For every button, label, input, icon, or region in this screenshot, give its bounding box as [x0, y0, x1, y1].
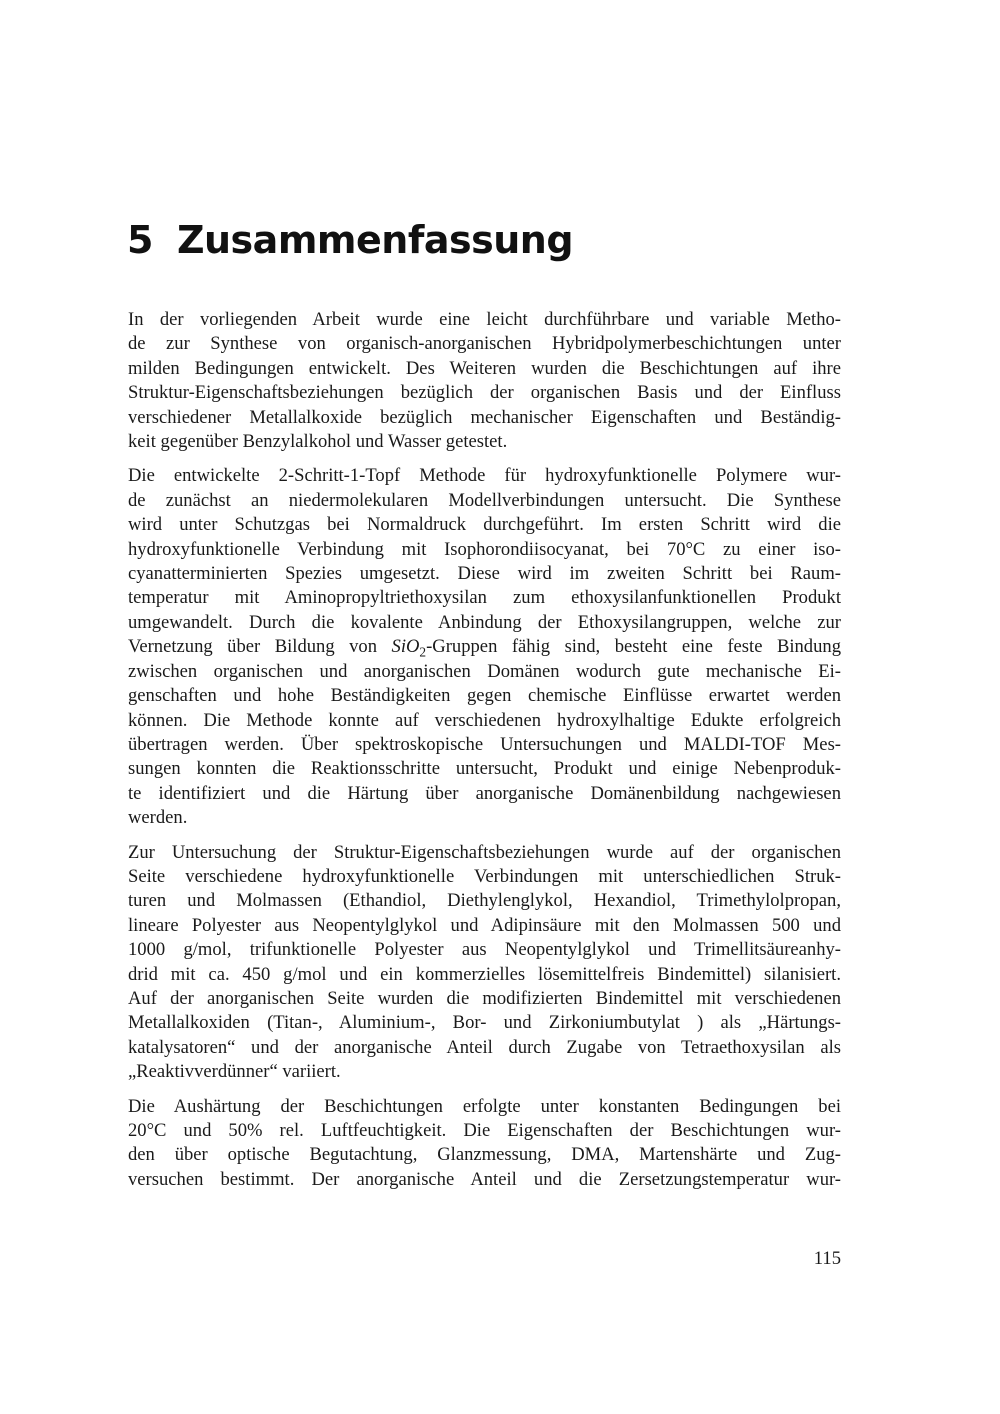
text-line: cyanatterminierten Spezies umgesetzt. Diese wird im zweiten Schritt bei Raum-	[128, 563, 841, 585]
paragraph-3	[128, 841, 841, 1085]
text-line: lineare Polyester aus Neopentylglykol und Adipinsäure mit den Molmassen 500 und	[128, 914, 841, 936]
paragraph-4	[128, 1095, 841, 1193]
text-line: drid mit ca. 450 g/mol und ein kommerzielles lösemittelfreis Bindemittel) silanisiert.	[128, 963, 841, 985]
text-line: 1000 g/mol, trifunktionelle Polyester aus Neopentylglykol und Trimellitsäureanhy-	[128, 939, 841, 961]
chapter-title: Zusammenfassung	[176, 218, 574, 262]
paragraph-2	[128, 464, 841, 830]
text-line: Die entwickelte 2-Schritt-1-Topf Methode für hydroxyfunktionelle Polymere wur-	[128, 465, 841, 487]
text-line: den über optische Begutachtung, Glanzmessung, DMA, Martenshärte und Zug-	[128, 1144, 841, 1166]
text-line: umgewandelt. Durch die kovalente Anbindung der Ethoxysilangruppen, welche zur	[128, 611, 841, 633]
text-line: Seite verschiedene hydroxyfunktionelle Verbindungen mit unterschiedlichen Struk-	[128, 865, 841, 887]
text-line: Auf der anorganischen Seite wurden die modifizierten Bindemittel mit verschiedenen	[128, 987, 841, 1009]
text-line: „Reaktivverdünner“ variiert.	[128, 1061, 341, 1083]
text-line: wird unter Schutzgas bei Normaldruck durchgeführt. Im ersten Schritt wird die	[128, 514, 841, 536]
text-line: Struktur-Eigenschaftsbeziehungen bezüglich der organischen Basis und der Einfluss	[128, 382, 841, 404]
text-line: de zur Synthese von organisch-anorganischen Hybridpolymerbeschichtungen unter	[128, 333, 841, 355]
text-line: temperatur mit Aminopropyltriethoxysilan zum ethoxysilanfunktionellen Produkt	[128, 587, 841, 609]
sio2-formula	[391, 636, 427, 660]
formula-line-after: -Gruppen fähig sind, besteht eine feste Bindung	[426, 636, 841, 658]
text-line: Die Aushärtung der Beschichtungen erfolgte unter konstanten Bedingungen bei	[128, 1095, 841, 1117]
text-line: hydroxyfunktionelle Verbindung mit Isophorondiisocyanat, bei 70°C zu einer iso-	[128, 538, 841, 560]
text-line: 20°C und 50% rel. Luftfeuchtigkeit. Die Eigenschaften der Beschichtungen wur-	[128, 1120, 841, 1141]
chapter-heading	[127, 212, 847, 268]
formula-line-before: Vernetzung über Bildung von	[128, 636, 392, 658]
text-line: verschiedener Metallalkoxide bezüglich mechanischer Eigenschaften und Beständig-	[128, 406, 841, 428]
text-line: te identifiziert und die Härtung über anorganische Domänenbildung nachgewiesen	[128, 782, 841, 804]
paragraph-1	[128, 308, 841, 454]
text-line: keit gegenüber Benzylalkohol und Wasser getestet.	[128, 431, 508, 453]
text-line: turen und Molmassen (Ethandiol, Diethylenglykol, Hexandiol, Trimethylolpropan,	[128, 890, 841, 912]
text-line: genschaften und hohe Beständigkeiten gegen chemische Einflüsse erwartet werden	[128, 685, 841, 707]
body-text	[128, 308, 841, 1202]
chapter-number: 5	[127, 218, 153, 262]
text-line: können. Die Methode konnte auf verschiedenen hydroxylhaltige Edukte erfolgreich	[128, 709, 841, 731]
text-line-with-formula	[128, 635, 841, 659]
text-line: katalysatoren“ und der anorganische Anteil durch Zugabe von Tetraethoxysilan als	[128, 1036, 841, 1058]
text-line: In der vorliegenden Arbeit wurde eine leicht durchführbare und variable Metho-	[128, 309, 841, 330]
text-line: werden.	[128, 807, 188, 829]
text-line: Metallalkoxiden (Titan-, Aluminium-, Bor- und Zirkoniumbutylat ) als „Härtungs-	[128, 1012, 841, 1034]
formula-main: SiO	[391, 636, 420, 658]
formula-subscript: 2	[419, 645, 427, 660]
text-line: versuchen bestimmt. Der anorganische Anteil und die Zersetzungstemperatur wur-	[128, 1168, 841, 1190]
text-line: milden Bedingungen entwickelt. Des Weiteren wurden die Beschichtungen auf ihre	[128, 357, 841, 379]
page-number: 115	[813, 1248, 841, 1269]
text-line: sungen konnten die Reaktionsschritte untersucht, Produkt und einige Nebenproduk-	[128, 758, 841, 780]
text-line: de zunächst an niedermolekularen Modellverbindungen untersucht. Die Synthese	[128, 489, 841, 511]
text-line: zwischen organischen und anorganischen Domänen wodurch gute mechanische Ei-	[128, 660, 841, 682]
text-line: Zur Untersuchung der Struktur-Eigenschaftsbeziehungen wurde auf der organischen	[128, 841, 841, 863]
text-line: übertragen werden. Über spektroskopische Untersuchungen und MALDI-TOF Mes-	[128, 733, 841, 755]
